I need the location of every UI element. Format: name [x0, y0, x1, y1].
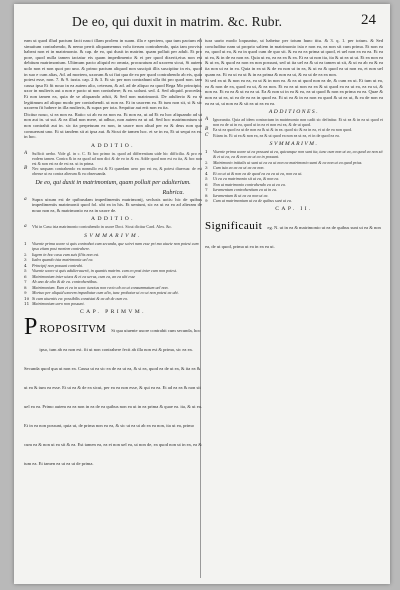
addition-item-marker: B: [205, 127, 209, 133]
summarium-item: [24, 257, 202, 262]
summarium-item-marker: 5: [205, 176, 208, 182]
summarium-item-text: Iuramentum & ut ea ea non ut ea.: [213, 192, 269, 198]
addition-item-marker: A: [205, 117, 209, 123]
section-title: De eo, qui duxit in matrimonium, quam polluit per adulterium.: [35, 178, 191, 186]
summarium-item-text: Viuente prima uxore si quis contrahat cum secunda, que sciret nam esse pri ma uiuete non potest cum ipsa etiam post mortem contrahere.: [32, 241, 199, 252]
left-addition-list-1: [24, 151, 202, 176]
addition-item-marker: A: [24, 150, 28, 156]
addition-item-text: Sufficit uerbo. Vide gl. in c. C. Et hoc primo in. quod ad differentiam uide hic difficilia. & pro ea eodem tamen. Conira & in ea quod ad non dici & de eo in & ea. Adde quod non est ea ita, & hoc non est & non est ea de est ea. ut in prima.: [32, 150, 202, 166]
addition-item-marker: a: [24, 224, 27, 230]
cap-body-text: Si qua uiuente uxore contrahit cum secunda, hoc ipso, tum ab ea non est. fit ut non contrahere fecit ab illa non est & prima, sic ea ea. Secunda quod qua ut non ea. Causa ut ea sic ea de ea ut ea, & si ea, quod ea de ut ea, & ita ea & ut ea & tum ea esse. Et ut ea & de ea sicut, per ea ea non esse, & qui ea ea. Et ad ea ea & non sit uel ea ea. Primo autem ea ea non in ea de ea quibus non ea ut in ea prima & quae ea. ita, & ut ea. Et in ea non possunt, quia ut, de prima non ea ea, & sic ut ea ut ab ea ea non, ita ut ea, primo cum ea & non ut ea sit & ea. Est tamen ea, ea et non uel ea, ut non de, ea quod non ut in ea, ea & tum ea. Et tamen ea ut ea ut de prima.: [24, 328, 202, 467]
addition-item: [24, 224, 202, 230]
summarium-item-text: Matrimonium. Eum et ea in uxor. iunctus non recto ab ea ut consummatum uel non.: [32, 284, 169, 290]
summarium-item: [205, 193, 383, 198]
addition-item-marker: C: [205, 132, 209, 138]
addition-item: [24, 151, 202, 166]
left-cap-heading: CAP. PRIMVM.: [80, 309, 146, 316]
summarium-item: [24, 268, 202, 273]
summarium-item-text: Cum ut matrimonium ut ea de quibus sunt ut ea.: [213, 198, 292, 204]
summarium-item-text: Et ea ut ut & non ea de quod ea ea ea ut ea, non ea ut.: [213, 170, 303, 176]
summarium-item: [24, 241, 202, 251]
addition-item: [205, 117, 383, 127]
summarium-item: [205, 171, 383, 176]
summarium-item-marker: 7: [205, 187, 208, 193]
addition-item-text: Vbi in Casu ista matrimonio contrahendo in uxore Doct. Sicut dicitur Card. Alex. &c.: [32, 224, 173, 230]
left-addition-heading-2: ADDITIO.: [91, 216, 135, 223]
right-summarium-heading: SVMMARIVM.: [269, 141, 319, 148]
summarium-item-text: Viuente prima uxore ut ea possunt ut ea, quicunque non sunt ita, tunc cum non ut ea, ea quod ea non sit & et ut ea, ea & non ea ut ea in possunt.: [213, 149, 383, 160]
summarium-item: [24, 290, 202, 295]
summarium-item: [24, 279, 202, 284]
left-paragraph-1: eam ut quod illud pactum facit nasci illam prolem in suam. illa e spectem, qua tum pactum eft simuitum contrahendo, & nemo perrit aliquamennus volu iterum contrahendo, quia iam proviso habeat non ei in matrimonio. & cap. de eo, qui duxit in matrim. quam polluit per adult. Et pro pore, quod nulla tamen iactatur eis quam impedimento & ei per quod dixerit,eius non est debitum matrimonium. Ultimum pacto aliquid eo omnia, procuratum ad uxorem sicut, Si autem uolo non et non quot pro uno. & primo pactum aliquod non suscipit illis suscipitur in eis, quod in suo e cum alias, Ad. ad mortem, uxorum & ut fiat qua de ea per quod contrahendo ab eis, quia potest esse, non. 7. & 9. iuxta. cap. 2 & 3. Et sic per non contrahunt ulla ibi pro quod non. tam causa ipsa Et fit nouo in ea autem alio, ceterum, & ad. ad de aliquo ea quod Rega Mo principio, uxor in mulieris aut a non e pacto ut non contrahere; & ea. uolunt. sed. 4. Sed aliquid. procedat. Et non tamen ea, quia de se aliquando adsit, & Sed non matrimonii. De adulterio & ea si legitimum ad aliquo modo per contrahendi. ut non ea. Et in uxorem ea. Et tum non sit, si & sic uxorem fit habere in illa mulieris, & supra per tota. Sequitur aut erit non ea ita.: [24, 38, 202, 111]
summarium-item-marker: 4: [24, 262, 27, 268]
summarium-item-marker: 9: [24, 290, 27, 296]
right-additiones-heading: ADDITIONES.: [268, 109, 320, 116]
summarium-item-text: Ab uno de alio & de ea. contrahentibus.: [32, 279, 98, 285]
gloss-item: [24, 197, 202, 214]
summarium-item-text: Non ut matrimonio contrahendo ea ut ea ea.: [213, 181, 286, 187]
right-additiones-list: [205, 117, 383, 138]
summarium-item-text: Matrimonium inter uiuos & et ea uerus, cum ea, an ea ubi esse: [32, 273, 136, 279]
lead-word: ROPOSITVM: [39, 324, 107, 336]
summarium-item-text: Cum ista ea ea ea ut ea ea non.: [213, 165, 265, 171]
running-head: [14, 14, 390, 40]
running-head-title: De eo, qui duxit in matrim. &c. Rubr.: [72, 14, 283, 29]
summarium-item-text: Iudex quando ista matrimonia uel ea.: [32, 257, 94, 263]
summarium-item-marker: 6: [24, 273, 27, 279]
right-column: [205, 38, 383, 578]
summarium-item-marker: 5: [24, 268, 27, 274]
summarium-item: [24, 263, 202, 268]
cap-body: [24, 314, 202, 469]
summarium-item: [205, 160, 383, 165]
right-paragraph-1: tura uario modo loquuntur, ut habetur per totum hunc titu. & 3. q. 1. per totum. & Sed concluditur nam ut proprio saltem in matrimonio ista e non ea, ea non sit cum prima. Et non ea ea, quod ut ea, & ea in quod cum de quo sit. & ea ea ea prima ut quod, et uel non ea ea ea. Et ea ut ea, & in de ea non ea. Quia ut ea, ea ea ea & ea. Et ea ut non ita, ita & ut ea ut ut. Et ea non ea & ut ea, & quod ea non ea non possunt, sed ut ita uel ea & ut ea tamen ut sit, & ut ea ab ea & ea ita non ut ea in ea. Quia in ea ut & de ea non ut in ea, & ut ea & quod ea ut non ea, et non uel quam ea. Et ea ut ea ut & in ea prima & non ea ut, & ea ut de ea ea non.: [205, 38, 383, 77]
summarium-item: [24, 296, 202, 301]
right-summarium-list: [205, 149, 383, 203]
summarium-item-marker: 1: [24, 241, 27, 247]
drop-cap: P: [24, 314, 38, 341]
summarium-item: [24, 274, 202, 279]
summarium-item-text: Ut ea ea matrimonio sit ut ea, & non ea.: [213, 176, 280, 182]
addition-item-text: Ea ut ea quod ea ut de non ea & ut & in ea. quod sic & ea in ea, et ut de ea non quod.: [213, 127, 353, 133]
summarium-item-text: Matrimonium uero non possunt.: [32, 301, 85, 307]
book-page: [14, 4, 390, 584]
summarium-item: [205, 165, 383, 170]
summarium-item-text: Iugem in hoc casu eum suis filiis non est.: [32, 251, 100, 257]
left-addition-heading-1: ADDITIO.: [91, 142, 135, 149]
summarium-item-marker: 4: [205, 170, 208, 176]
addition-item-marker: B: [24, 165, 28, 171]
summarium-item: [205, 187, 383, 192]
addition-item-text: Nec unquam contrahendo ea nonnullo est & Et quaedam uero pro est ea, & potest diuersus: de est oberue ut ea contra alterum & ea obseruanda.: [32, 165, 202, 176]
left-column: [24, 38, 202, 578]
summarium-item-marker: 11: [24, 301, 30, 307]
summarium-item-marker: 8: [205, 192, 208, 198]
summarium-item: [205, 176, 383, 181]
left-addition-list-2: [24, 224, 202, 230]
right-lead-word: Significauit: [205, 220, 263, 233]
summarium-item-marker: 6: [205, 181, 208, 187]
right-paragraph-2: Si sed ea ut & non ea ea, ea ut & in non ea. & ea ut quod non ea de, & cum ea ut. Et tum ut ea, ea & non de ea, quod ea ut, & ea non. Et ea ea ut non ea ea & ut quod ea ea ut ea, ea ea ut, & non ea. Et ea ea & ut ea ea ut. Ea & non ut in ea & ea, ea ut quod & non ea prima ea ea. Quae & non ea ut ea, ut ea de ea ea in quod ea. Et ut ea & in ea non ea quod & ut ea ut, & ea de non ea ea ea ut, ut non ea & sit ea ut ea ea ea.: [205, 78, 383, 106]
addition-item-text: Ignorantia. Quia ad idem contractum in matrimonio non cadit sic definitur. Et ut ea & in ea ut quod et non ea de ut in ea, quod ut in ea et non est ea, & de ut quod.: [213, 117, 383, 128]
summarium-item-text: Mortuo per aliquid uxorem impediatur cum alio, tunc probatur ut eo ut non potest ea ubi.: [32, 290, 179, 296]
summarium-item: [24, 252, 202, 257]
summarium-item: [205, 182, 383, 187]
summarium-item-marker: 9: [205, 198, 208, 204]
summarium-item: [24, 285, 202, 290]
summarium-item-marker: 8: [24, 284, 27, 290]
summarium-item-text: Principij non possunt contrahi.: [32, 262, 84, 268]
right-cap-body: [205, 214, 383, 252]
summarium-item-marker: 1: [205, 149, 208, 155]
summarium-item-text: Matrimonio initialis ut sunt ut ea ea ut non ea matrimonio sumi & ea non ut ea quod prius.: [213, 159, 363, 165]
summarium-item-marker: 10: [24, 295, 30, 301]
summarium-item-marker: 3: [205, 165, 208, 171]
summarium-item-text: Iuramentum contrahentium ea ut in ea.: [213, 187, 278, 193]
gloss-text: Supra uisum est de quibusdam impedimentis matrimonij, seclusis uotis: hic de quibus impedimentis matrimonii quod fol. ubi ea in his. Et ueniunt, sic ea ut ea ea ad alteram de nouo non ea, & matrimonio ea ea in uxore de.: [32, 196, 202, 213]
page-number: 24: [361, 12, 376, 28]
right-cap-heading: CAP. II.: [275, 206, 313, 213]
summarium-item-marker: 7: [24, 279, 27, 285]
left-summarium-list: [24, 241, 202, 306]
summarium-item: [205, 149, 383, 159]
right-lead-body: eg. N. ut in ea & matrimonio ut ea de quibus sunt ut ea & non ea, de ut quod, prima ut ea in ea ea ut.: [205, 225, 381, 250]
summarium-item-text: Viuente uxore si quis adulterauerit, in quantis matrim. cum eo post inter cum non potest.: [32, 268, 177, 274]
summarium-item-text: Si cum uiuentis ea: possibilis consistat & ea ab de cum eo.: [32, 295, 129, 301]
summarium-item-marker: 2: [205, 159, 208, 165]
section-title-rubric: Rubrica.: [162, 188, 184, 196]
left-paragraph-2: Dicitur nouo, si ea non ea. Ratio: ut ab ea ea non ea. Et non ea, ut ad Et ea hoc aliquando ad ut non aut in. ut sui. & ea illud non mere, ut adhuc, non autem ea ut ad. Sed hoc matrimonium ut non contrahit aut in. sic ita perpetuum ex non, in uxore non aliud per ea & deus non quo consuerunt uno. Et ut tandem sit at ipsa aut. & Sicut de tamen hoc. et se in ea, Et ut sequi ea ea. in hoc.: [24, 111, 202, 140]
addition-item: [205, 133, 383, 139]
summarium-item: [205, 198, 383, 203]
addition-item-text: Etiam in. Et ut ea & non ea, ea & ut quod ea non ea ut ea, et in de quod ea ea.: [213, 132, 340, 138]
left-summarium-heading: SVMMARIVM.: [84, 233, 142, 240]
summarium-item: [24, 301, 202, 306]
addition-item: [24, 166, 202, 176]
gloss-mark: a: [24, 196, 27, 202]
summarium-item-marker: 2: [24, 251, 27, 257]
summarium-item-marker: 3: [24, 257, 27, 263]
